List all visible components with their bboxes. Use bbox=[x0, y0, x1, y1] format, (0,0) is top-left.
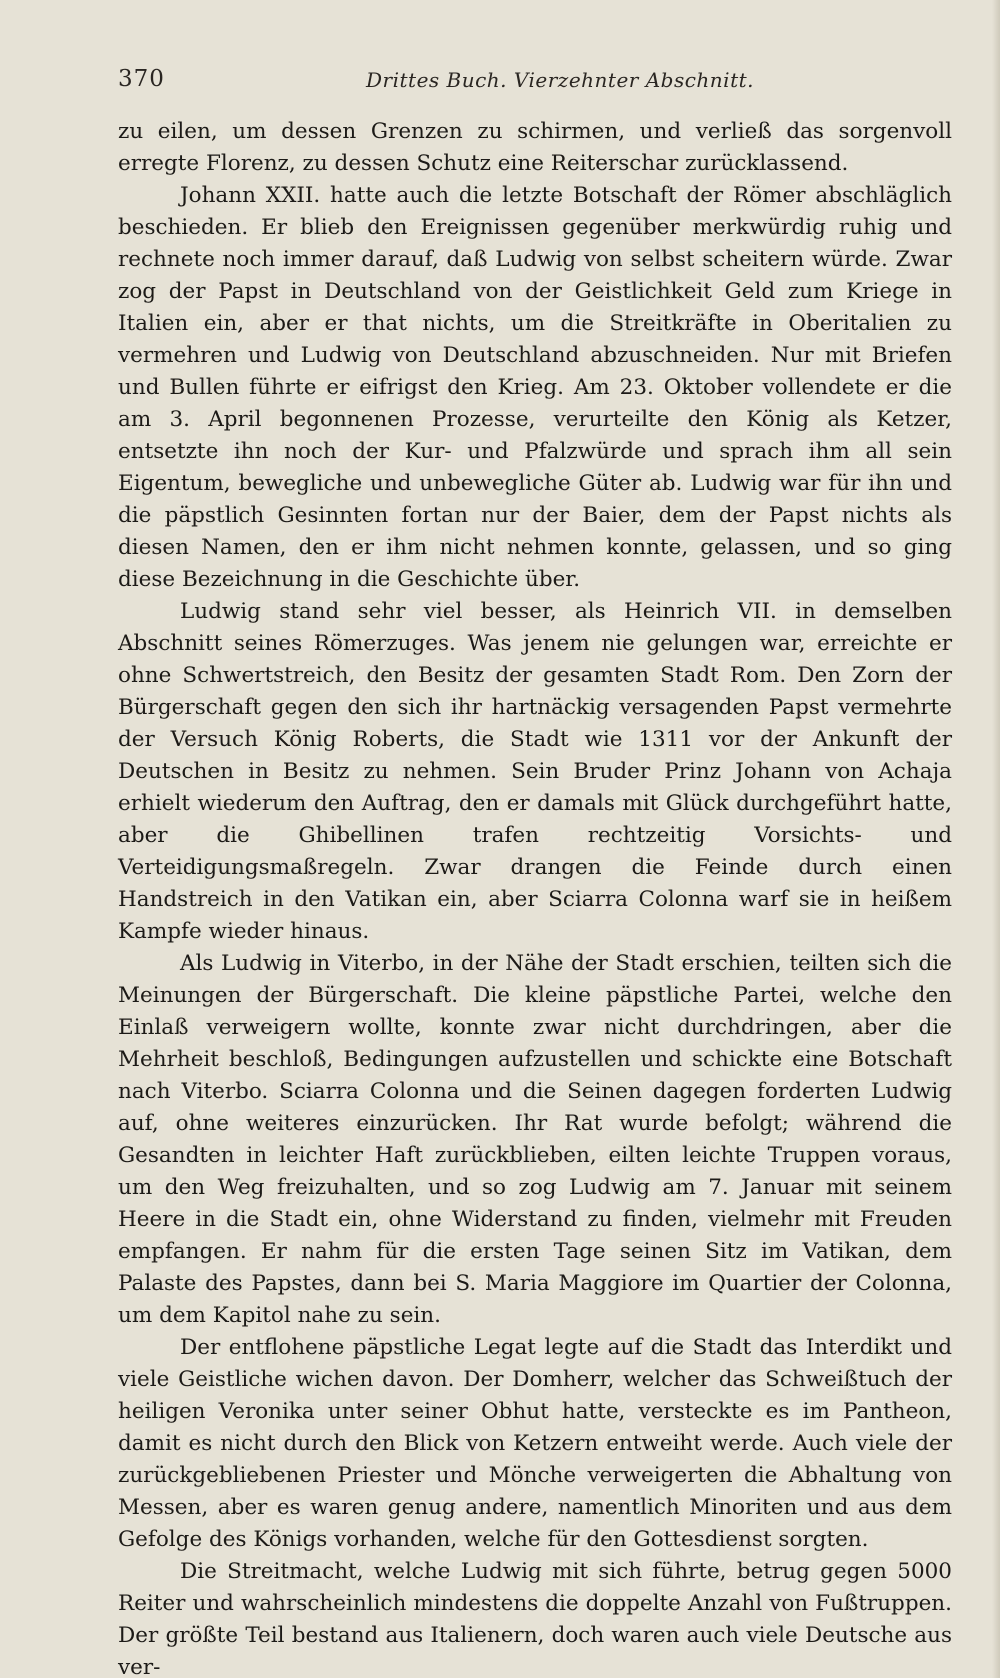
page-edge-shadow bbox=[992, 0, 1000, 1678]
paragraph: Als Ludwig in Viterbo, in der Nähe der Stadt erschien, teilten sich die Meinungen der Bürgerschaft. Die kleine päpstliche Partei, welche den Einlaß verweigern wollte, konnte zwar nicht durchdringen, aber die Mehrheit beschloß, Bedingungen aufzustellen und schickte eine Botschaft nach Viterbo. Sciarra Colonna und die Seinen dagegen forderten Ludwig auf, ohne weiteres einzurücken. Ihr Rat wurde befolgt; während die Gesandten in leichter Haft zurückblieben, eilten leichte Truppen voraus, um den Weg freizuhalten, und so zog Ludwig am 7. Januar mit seinem Heere in die Stadt ein, ohne Widerstand zu finden, vielmehr mit Freuden empfangen. Er nahm für die ersten Tage seinen Sitz im Vatikan, dem Palaste des Papstes, dann bei S. Maria Maggiore im Quartier der Colonna, um dem Kapitol nahe zu sein. bbox=[118, 951, 952, 1328]
page-number: 370 bbox=[118, 66, 165, 92]
paragraph: Ludwig stand sehr viel besser, als Heinrich VII. in demselben Abschnitt seines Römerzuges. Was jenem nie gelungen war, erreichte er ohne Schwertstreich, den Besitz der gesamten Stadt Rom. Den Zorn der Bürgerschaft gegen den sich ihr hartnäckig versagenden Papst vermehrte der Versuch König Roberts, die Stadt wie 1311 vor der Ankunft der Deutschen in Besitz zu nehmen. Sein Bruder Prinz Johann von Achaja erhielt wiederum den Auftrag, den er damals mit Glück durchgeführt hatte, aber die Ghibellinen trafen rechtzeitig Vorsichts- und Verteidigungsmaßregeln. Zwar drangen die Feinde durch einen Handstreich in den Vatikan ein, aber Sciarra Colonna warf sie in heißem Kampfe wieder hinaus. bbox=[118, 599, 952, 944]
paragraph: Johann XXII. hatte auch die letzte Botschaft der Römer abschläglich beschieden. Er blieb den Ereignissen gegenüber merkwürdig ruhig und rechnete noch immer darauf, daß Ludwig von selbst scheitern würde. Zwar zog der Papst in Deutschland von der Geistlichkeit Geld zum Kriege in Italien ein, aber er that nichts, um die Streitkräfte in Oberitalien zu vermehren und Ludwig von Deutschland abzuschneiden. Nur mit Briefen und Bullen führte er eifrigst den Krieg. Am 23. Oktober vollendete er die am 3. April begonnenen Prozesse, verurteilte den König als Ketzer, entsetzte ihn noch der Kur- und Pfalzwürde und sprach ihm all sein Eigentum, bewegliche und unbewegliche Güter ab. Ludwig war für ihn und die päpstlich Gesinnten fortan nur der Baier, dem der Papst nichts als diesen Namen, den er ihm nicht nehmen konnte, gelassen, und so ging diese Bezeichnung in die Geschichte über. bbox=[118, 183, 952, 592]
paragraph-continuation: zu eilen, um dessen Grenzen zu schirmen, und verließ das sorgenvoll erregte Florenz, zu dessen Schutz eine Reiterschar zurücklassend. bbox=[118, 119, 952, 176]
paragraph: Der entflohene päpstliche Legat legte auf die Stadt das Interdikt und viele Geistliche wichen davon. Der Domherr, welcher das Schweißtuch der heiligen Veronika unter seiner Obhut hatte, versteckte es im Pantheon, damit es nicht durch den Blick von Ketzern entweiht werde. Auch viele der zurückgebliebenen Priester und Mönche verweigerten die Abhaltung von Messen, aber es waren genug andere, namentlich Minoriten und aus dem Gefolge des Königs vorhanden, welche für den Gottesdienst sorgten. bbox=[118, 1335, 952, 1552]
running-head: Drittes Buch. Vierzehnter Abschnitt. bbox=[366, 68, 755, 92]
paragraph: Die Streitmacht, welche Ludwig mit sich führte, betrug gegen 5000 Reiter und wahrscheinlich mindestens die doppelte Anzahl von Fußtruppen. Der größte Teil bestand aus Italienern, doch waren auch viele Deutsche aus ver- bbox=[118, 1559, 952, 1678]
page-header bbox=[118, 66, 878, 102]
body-text bbox=[118, 116, 952, 1678]
